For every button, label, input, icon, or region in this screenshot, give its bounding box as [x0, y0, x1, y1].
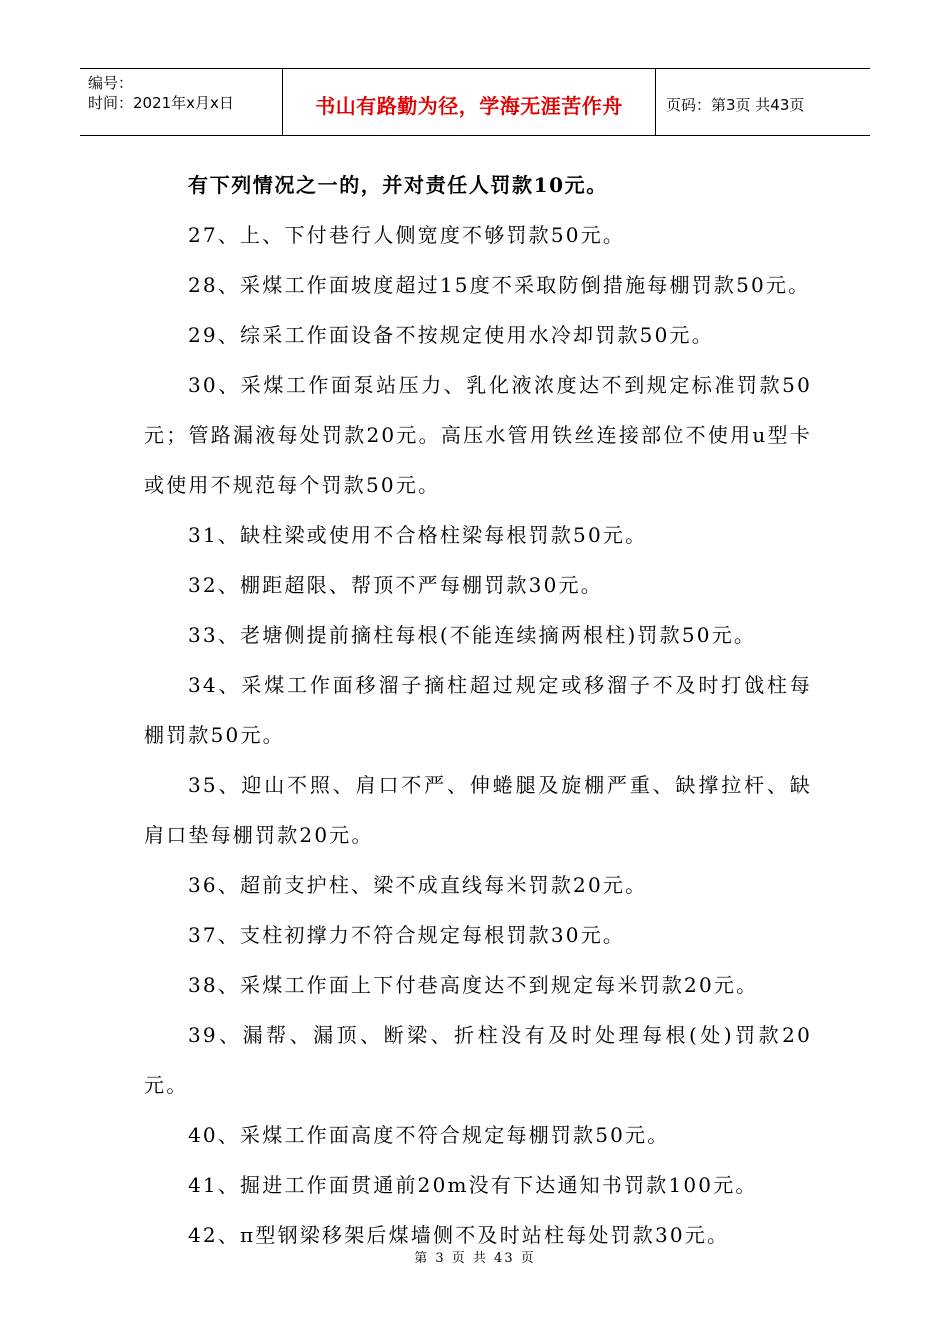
rule-item-34: 34、采煤工作面移溜子摘柱超过规定或移溜子不及时打戗柱每棚罚款50元。 [144, 673, 812, 747]
rule-item-28: 28、采煤工作面坡度超过15度不采取防倒措施每棚罚款50元。 [188, 273, 811, 297]
document-date-label: 时间：2021年x月x日 [88, 94, 234, 112]
page-header [80, 68, 870, 136]
rule-item-30: 30、采煤工作面泵站压力、乳化液浓度达不到规定标准罚款50元；管路漏液每处罚款20元。高压水管用铁丝连接部位不使用u型卡或使用不规范每个罚款50元。 [144, 373, 812, 497]
header-meta-cell [80, 69, 283, 135]
header-motto: 书山有路勤为径，学海无涯苦作舟 [283, 69, 656, 135]
rule-item-37: 37、支柱初撑力不符合规定每根罚款30元。 [188, 923, 626, 947]
document-body [144, 160, 812, 1260]
page-footer: 第 3 页 共 43 页 [414, 1251, 536, 1266]
rule-item-33: 33、老塘侧提前摘柱每根(不能连续摘两根柱)罚款50元。 [188, 623, 757, 647]
rule-item-38: 38、采煤工作面上下付巷高度达不到规定每米罚款20元。 [188, 973, 759, 997]
rule-item-32: 32、棚距超限、帮顶不严每棚罚款30元。 [188, 573, 603, 597]
rule-item-39: 39、漏帮、漏顶、断梁、折柱没有及时处理每根(处)罚款20元。 [144, 1023, 812, 1097]
rule-item-40: 40、采煤工作面高度不符合规定每棚罚款50元。 [188, 1123, 670, 1147]
document-number-label: 编号： [88, 74, 134, 92]
intro-paragraph: 有下列情况之一的，并对责任人罚款10元。 [188, 173, 608, 197]
rule-item-41: 41、掘进工作面贯通前20m没有下达通知书罚款100元。 [188, 1173, 758, 1197]
header-page-code: 页码：第3页 共43页 [666, 95, 805, 114]
rule-item-29: 29、综采工作面设备不按规定使用水冷却罚款50元。 [188, 323, 714, 347]
rule-item-35: 35、迎山不照、肩口不严、伸蜷腿及旋棚严重、缺撑拉杆、缺肩口垫每棚罚款20元。 [144, 773, 812, 847]
rule-item-31: 31、缺柱梁或使用不合格柱梁每根罚款50元。 [188, 523, 648, 547]
rule-item-36: 36、超前支护柱、梁不成直线每米罚款20元。 [188, 873, 648, 897]
rule-item-27: 27、上、下付巷行人侧宽度不够罚款50元。 [188, 223, 626, 247]
rule-item-42: 42、π型钢梁移架后煤墙侧不及时站柱每处罚款30元。 [188, 1223, 730, 1247]
